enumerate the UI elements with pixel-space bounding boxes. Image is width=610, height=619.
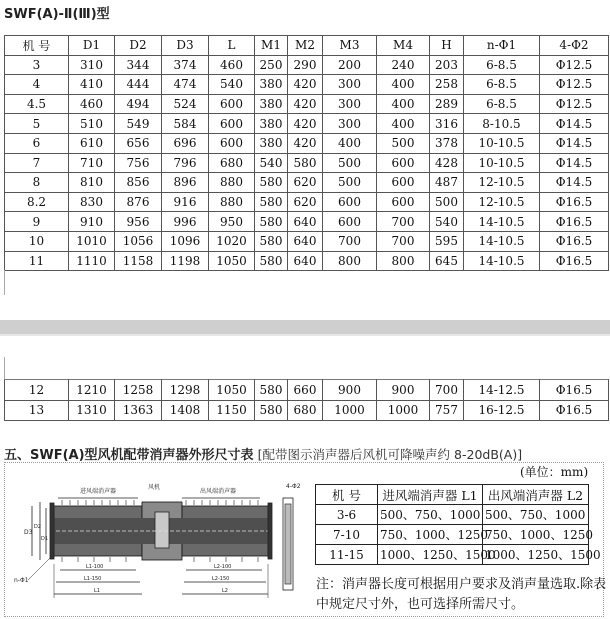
table-cell: 640 bbox=[288, 212, 323, 232]
svg-text:D2: D2 bbox=[34, 524, 42, 530]
table-cell: 1000 bbox=[377, 400, 430, 421]
table-cell: 14-10.5 bbox=[464, 251, 540, 271]
silencer-drawing bbox=[10, 478, 310, 608]
table-cell: 680 bbox=[209, 153, 255, 173]
table-cell: 7-10 bbox=[316, 525, 378, 545]
unit-label: (单位：mm) bbox=[520, 465, 589, 479]
table-cell: 8.2 bbox=[5, 192, 69, 212]
table-cell: 796 bbox=[162, 153, 209, 173]
table-cell: 1020 bbox=[209, 231, 255, 251]
table-cell: 584 bbox=[162, 114, 209, 134]
table-cell: Φ14.5 bbox=[540, 173, 609, 193]
table-cell: 410 bbox=[69, 75, 115, 95]
table-cell: 856 bbox=[115, 173, 162, 193]
table-cell: 524 bbox=[162, 94, 209, 114]
table-cell: Φ16.5 bbox=[540, 192, 609, 212]
table-cell: 9 bbox=[5, 212, 69, 232]
table-cell: Φ14.5 bbox=[540, 133, 609, 153]
section1-title: SWF(A)-Ⅱ(Ⅲ)型 bbox=[4, 7, 110, 22]
table-cell: 1210 bbox=[69, 380, 115, 401]
table-cell: 10-10.5 bbox=[464, 153, 540, 173]
table-cell: 420 bbox=[288, 133, 323, 153]
table-cell: 700 bbox=[377, 212, 430, 232]
table-cell: 出风端消声器 L2 bbox=[483, 485, 589, 505]
table-cell: 240 bbox=[377, 55, 430, 75]
inlet-label: 进风端消声器 bbox=[80, 488, 117, 495]
svg-text:L1-150: L1-150 bbox=[84, 576, 102, 582]
svg-text:n-Φ1: n-Φ1 bbox=[14, 577, 29, 584]
table-cell: 580 bbox=[255, 400, 288, 421]
table-cell: 996 bbox=[162, 212, 209, 232]
table-cell: 机 号 bbox=[316, 485, 378, 505]
svg-text:L2-100: L2-100 bbox=[214, 564, 232, 570]
table-cell: 620 bbox=[288, 173, 323, 193]
table-cell: 机 号 bbox=[5, 36, 69, 56]
table-cell: 1363 bbox=[115, 400, 162, 421]
table-cell: 600 bbox=[377, 173, 430, 193]
table-cell: 400 bbox=[323, 133, 377, 153]
table-cell: Φ14.5 bbox=[540, 114, 609, 134]
table-cell: 810 bbox=[69, 173, 115, 193]
table-cell: 1298 bbox=[162, 380, 209, 401]
table-row bbox=[5, 231, 609, 251]
silencer-length-table bbox=[315, 484, 601, 565]
table-cell: D3 bbox=[162, 36, 209, 56]
table-cell: 6 bbox=[5, 133, 69, 153]
table-cell: 640 bbox=[288, 231, 323, 251]
table-cell: 910 bbox=[69, 212, 115, 232]
table-cell: 600 bbox=[209, 94, 255, 114]
table-cell: 400 bbox=[377, 94, 430, 114]
table-cell: 4-Φ2 bbox=[540, 36, 609, 56]
silencer-table-row bbox=[316, 505, 589, 525]
fan-label: 风机 bbox=[148, 484, 161, 491]
table-cell: 700 bbox=[430, 380, 464, 401]
dimensions-table-continued bbox=[4, 379, 609, 421]
table-cell: 700 bbox=[377, 231, 430, 251]
table-cell: 680 bbox=[288, 400, 323, 421]
table-cell: 500 bbox=[323, 153, 377, 173]
table-row bbox=[5, 192, 609, 212]
table-cell: 916 bbox=[162, 192, 209, 212]
table-cell: 11-15 bbox=[316, 545, 378, 565]
table-cell: 4 bbox=[5, 75, 69, 95]
table-cell: 600 bbox=[377, 192, 430, 212]
table-left-edge bbox=[4, 270, 5, 295]
section2-title-bold: 五、SWF(A)型风机配带消声器外形尺寸表 bbox=[4, 448, 254, 463]
table-cell: 656 bbox=[115, 133, 162, 153]
table-row bbox=[5, 75, 609, 95]
table-cell: 344 bbox=[115, 55, 162, 75]
table-cell: 580 bbox=[255, 380, 288, 401]
table-cell: Φ16.5 bbox=[540, 251, 609, 271]
table-cell: 460 bbox=[69, 94, 115, 114]
table-cell: 830 bbox=[69, 192, 115, 212]
table-cell: 310 bbox=[69, 55, 115, 75]
table-cell: M2 bbox=[288, 36, 323, 56]
table-cell: 1000、1250、1500 bbox=[378, 545, 483, 565]
table-cell: 6-8.5 bbox=[464, 55, 540, 75]
table-cell: 进风端消声器 L1 bbox=[378, 485, 483, 505]
table-cell: 956 bbox=[115, 212, 162, 232]
table-cell: 1096 bbox=[162, 231, 209, 251]
table-cell: 1010 bbox=[69, 231, 115, 251]
table-cell: 428 bbox=[430, 153, 464, 173]
table-cell: 756 bbox=[115, 153, 162, 173]
table-cell: 203 bbox=[430, 55, 464, 75]
table-cell: 200 bbox=[323, 55, 377, 75]
table-cell: 420 bbox=[288, 75, 323, 95]
table-cell: 1310 bbox=[69, 400, 115, 421]
table-cell: 540 bbox=[430, 212, 464, 232]
svg-text:D3: D3 bbox=[24, 529, 33, 536]
table-row bbox=[5, 94, 609, 114]
table-cell: 11 bbox=[5, 251, 69, 271]
table-cell: 500 bbox=[377, 133, 430, 153]
table-cell: 444 bbox=[115, 75, 162, 95]
table-row bbox=[5, 380, 609, 401]
table-cell: 1050 bbox=[209, 251, 255, 271]
dimensions-table bbox=[4, 35, 609, 271]
table-cell: 580 bbox=[255, 251, 288, 271]
table-cell: 374 bbox=[162, 55, 209, 75]
table-cell: 880 bbox=[209, 192, 255, 212]
table-cell: 316 bbox=[430, 114, 464, 134]
table-cell: 580 bbox=[288, 153, 323, 173]
table-cell: 500、750、1000 bbox=[378, 505, 483, 525]
section2-title-note: [配带图示消声器后风机可降噪声约 8-20dB(A)] bbox=[257, 447, 523, 462]
table-cell: 540 bbox=[209, 75, 255, 95]
table-cell: 14-10.5 bbox=[464, 212, 540, 232]
table-cell: 3-6 bbox=[316, 505, 378, 525]
table-cell: 290 bbox=[288, 55, 323, 75]
table-cell: 8-10.5 bbox=[464, 114, 540, 134]
table-cell: 600 bbox=[377, 153, 430, 173]
table-cell: 13 bbox=[5, 400, 69, 421]
table-cell: Φ16.5 bbox=[540, 231, 609, 251]
table-cell: 600 bbox=[209, 133, 255, 153]
footnote: 注：消声器长度可根据用户要求及消声量选取.除表中规定尺寸外，也可选择所需尺寸。 bbox=[316, 577, 607, 612]
table-header-row bbox=[5, 36, 609, 56]
table-cell: 5 bbox=[5, 114, 69, 134]
table-cell: 400 bbox=[377, 114, 430, 134]
table-cell: 900 bbox=[323, 380, 377, 401]
table-cell: 8 bbox=[5, 173, 69, 193]
table-cell: M1 bbox=[255, 36, 288, 56]
table-cell: 289 bbox=[430, 94, 464, 114]
section2-title bbox=[4, 444, 522, 463]
table-cell: 1050 bbox=[209, 380, 255, 401]
table-cell: 640 bbox=[288, 251, 323, 271]
table-cell: 14-12.5 bbox=[464, 380, 540, 401]
table-cell: 420 bbox=[288, 114, 323, 134]
table-left-edge bbox=[4, 357, 5, 379]
table-cell: 380 bbox=[255, 114, 288, 134]
table-cell: 500 bbox=[430, 192, 464, 212]
table-cell: 380 bbox=[255, 133, 288, 153]
table-cell: 12-10.5 bbox=[464, 173, 540, 193]
table-cell: Φ12.5 bbox=[540, 94, 609, 114]
svg-text:L1-100: L1-100 bbox=[86, 564, 104, 570]
table-row bbox=[5, 400, 609, 421]
table-cell: 3 bbox=[5, 55, 69, 75]
table-cell: 300 bbox=[323, 114, 377, 134]
table-cell: 800 bbox=[323, 251, 377, 271]
table-cell: 580 bbox=[255, 173, 288, 193]
table-cell: D2 bbox=[115, 36, 162, 56]
table-cell: 1000、1250、1500 bbox=[483, 545, 589, 565]
table-cell: 7 bbox=[5, 153, 69, 173]
page-separator-bar bbox=[0, 320, 610, 334]
table-cell: 580 bbox=[255, 212, 288, 232]
table-cell: 800 bbox=[377, 251, 430, 271]
table-cell: 487 bbox=[430, 173, 464, 193]
table-cell: 4.5 bbox=[5, 94, 69, 114]
table-cell: 610 bbox=[69, 133, 115, 153]
table-cell: 900 bbox=[377, 380, 430, 401]
table-row bbox=[5, 153, 609, 173]
table-row bbox=[5, 173, 609, 193]
table-cell: n-Φ1 bbox=[464, 36, 540, 56]
table-cell: 540 bbox=[255, 153, 288, 173]
svg-text:L1: L1 bbox=[94, 588, 100, 594]
table-cell: 16-12.5 bbox=[464, 400, 540, 421]
table-cell: L bbox=[209, 36, 255, 56]
table-cell: 1408 bbox=[162, 400, 209, 421]
table-cell: 494 bbox=[115, 94, 162, 114]
table-cell: 757 bbox=[430, 400, 464, 421]
table-cell: 1198 bbox=[162, 251, 209, 271]
table-cell: 1258 bbox=[115, 380, 162, 401]
silencer-table-header bbox=[316, 485, 589, 505]
table-cell: 510 bbox=[69, 114, 115, 134]
table-cell: 750、1000、1250 bbox=[483, 525, 589, 545]
table-cell: 400 bbox=[377, 75, 430, 95]
silencer-table-row bbox=[316, 525, 589, 545]
table-cell: Φ16.5 bbox=[540, 212, 609, 232]
table-cell: 380 bbox=[255, 94, 288, 114]
table-cell: 500、750、1000 bbox=[483, 505, 589, 525]
table-cell: 250 bbox=[255, 55, 288, 75]
table-cell: D1 bbox=[69, 36, 115, 56]
table-cell: 474 bbox=[162, 75, 209, 95]
table-cell: 6-8.5 bbox=[464, 94, 540, 114]
page-separator-shadow bbox=[0, 334, 610, 336]
table-cell: 300 bbox=[323, 75, 377, 95]
table-cell: 378 bbox=[430, 133, 464, 153]
table-cell: 1056 bbox=[115, 231, 162, 251]
table-cell: H bbox=[430, 36, 464, 56]
table-row bbox=[5, 251, 609, 271]
table-cell: 896 bbox=[162, 173, 209, 193]
outlet-label: 出风端消声器 bbox=[200, 488, 237, 495]
table-row bbox=[5, 133, 609, 153]
table-cell: 750、1000、1250 bbox=[378, 525, 483, 545]
table-row bbox=[5, 114, 609, 134]
table-cell: 645 bbox=[430, 251, 464, 271]
table-cell: 600 bbox=[323, 192, 377, 212]
table-cell: 12 bbox=[5, 380, 69, 401]
table-cell: 595 bbox=[430, 231, 464, 251]
table-cell: 1158 bbox=[115, 251, 162, 271]
table-cell: Φ16.5 bbox=[540, 400, 609, 421]
table-cell: Φ12.5 bbox=[540, 55, 609, 75]
table-cell: 580 bbox=[255, 231, 288, 251]
table-cell: Φ12.5 bbox=[540, 75, 609, 95]
table-cell: 950 bbox=[209, 212, 255, 232]
table-cell: 1000 bbox=[323, 400, 377, 421]
table-row bbox=[5, 55, 609, 75]
table-cell: 420 bbox=[288, 94, 323, 114]
table-cell: 696 bbox=[162, 133, 209, 153]
table-cell: 258 bbox=[430, 75, 464, 95]
table-cell: 549 bbox=[115, 114, 162, 134]
svg-text:D1: D1 bbox=[41, 536, 49, 542]
table-cell: 14-10.5 bbox=[464, 231, 540, 251]
svg-text:L2: L2 bbox=[222, 588, 228, 594]
table-cell: M3 bbox=[323, 36, 377, 56]
svg-text:L2-150: L2-150 bbox=[212, 576, 230, 582]
table-cell: 300 bbox=[323, 94, 377, 114]
table-cell: 660 bbox=[288, 380, 323, 401]
table-cell: Φ14.5 bbox=[540, 153, 609, 173]
table-cell: 580 bbox=[255, 192, 288, 212]
table-cell: 380 bbox=[255, 75, 288, 95]
table-cell: 500 bbox=[323, 173, 377, 193]
flange-holes-label: 4-Φ2 bbox=[286, 483, 301, 490]
table-cell: 12-10.5 bbox=[464, 192, 540, 212]
table-cell: 600 bbox=[323, 212, 377, 232]
table-cell: 710 bbox=[69, 153, 115, 173]
table-row bbox=[5, 212, 609, 232]
silencer-table-row bbox=[316, 545, 589, 565]
table-cell: 10-10.5 bbox=[464, 133, 540, 153]
table-cell: 876 bbox=[115, 192, 162, 212]
table-cell: 10 bbox=[5, 231, 69, 251]
table-cell: 1110 bbox=[69, 251, 115, 271]
table-cell: 700 bbox=[323, 231, 377, 251]
table-cell: 1150 bbox=[209, 400, 255, 421]
table-cell: 460 bbox=[209, 55, 255, 75]
table-cell: 620 bbox=[288, 192, 323, 212]
table-cell: Φ16.5 bbox=[540, 380, 609, 401]
table-cell: 6-8.5 bbox=[464, 75, 540, 95]
table-cell: M4 bbox=[377, 36, 430, 56]
table-cell: 880 bbox=[209, 173, 255, 193]
table-cell: 600 bbox=[209, 114, 255, 134]
